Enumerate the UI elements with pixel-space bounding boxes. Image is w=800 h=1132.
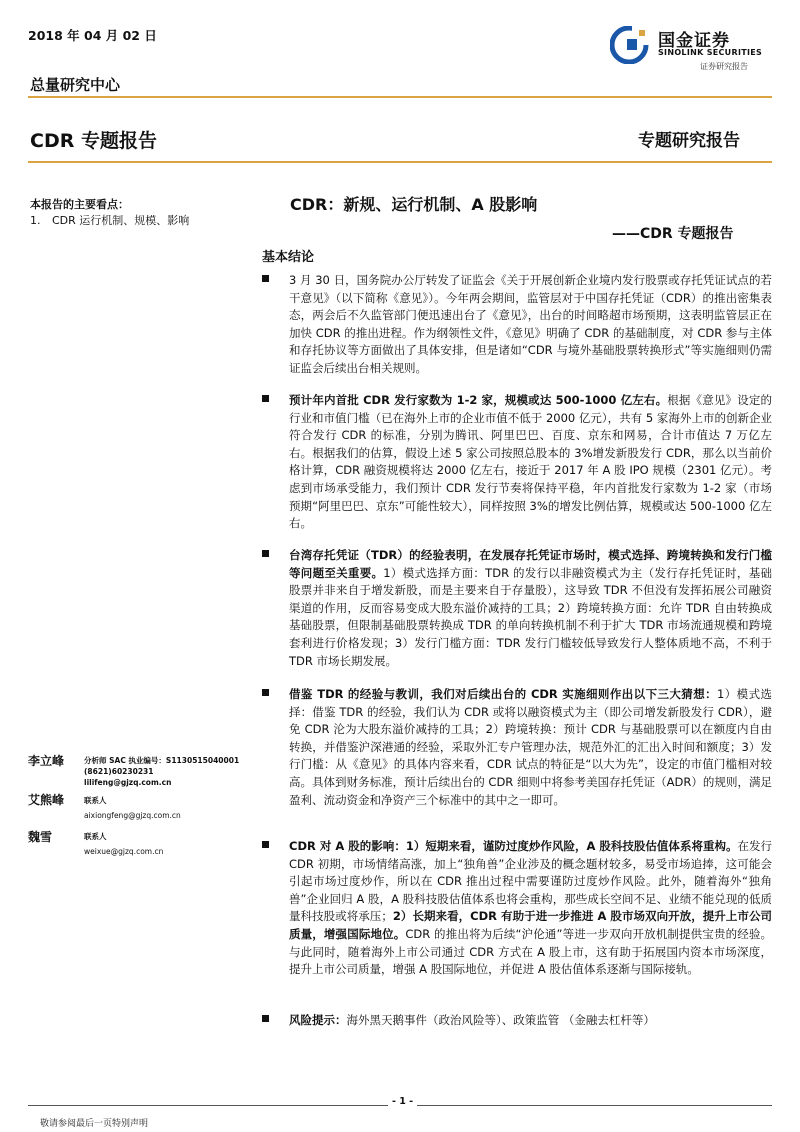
research-center: 总量研究中心 <box>30 76 121 94</box>
paragraph-text-2: CDR 的推出将为后续“沪伦通”等进一步双向开放机制提供宝贵的经验。与此同时，随着海外上市公司通过 CDR 方式在 A 股上市，这有助于拓展国内资本市场深度，提升上市公司质量，增强 A 股国际地位，并促进 A 股估值体系逐渐与国际接轨。 <box>289 926 772 977</box>
paragraph-text: 1）模式选择：借鉴 TDR 的经验，我们认为 CDR 或将以融资模式为主（即公司增发新股发行 CDR），避免 CDR 沦为大股东溢价减持的工具；2）跨境转换：预计 CDR 与基础股票可以在额度内自由转换，并借鉴沪深港通的经验，采取外汇专户管理办法，规范外汇的汇出入时间和额度；3）发行门槛：从《意见》的具体内容来看，CDR 试点的特征是“以大为先”，设定的市值门槛相对较高。具体到财务标准，预计后续出台的 CDR 细则中将参考美国存托凭证（ADR）的规则，满足盈利、流动资金和净资产三个标准中的其中之一即可。 <box>289 687 772 807</box>
paragraph-lead: 借鉴 TDR 的经验与教训，我们对后续出台的 CDR 实施细则作出以下三大猜想： <box>289 687 718 701</box>
sidebar-item <box>30 212 208 230</box>
conclusion-paragraph <box>262 838 772 979</box>
page-number: - 1 - <box>388 1096 417 1107</box>
risk-label: 风险提示： <box>289 1013 347 1027</box>
header-rule-top <box>28 96 772 98</box>
analyst-name: 李立峰 <box>28 754 65 768</box>
logo-name-cn: 国金证券 <box>658 31 730 51</box>
main-title: CDR：新规、运行机制、A 股影响 <box>290 195 538 214</box>
square-bullet-icon <box>262 395 269 402</box>
paragraph-lead-2: 2）长期来看，CDR 有助于进一步推进 A 股市场双向开放，提升上市公司质量，增强国际地位。 <box>289 909 772 941</box>
analyst-sac-id: 分析师 SAC 执业编号：S1130515040001 <box>84 756 240 765</box>
contact-role: 联系人 <box>84 796 107 805</box>
main-subtitle: ——CDR 专题报告 <box>612 226 734 242</box>
conclusion-paragraph <box>262 272 772 378</box>
disclaimer-note: 敬请参阅最后一页特别声明 <box>40 1119 149 1129</box>
sidebar-item-number: 1. <box>30 214 41 227</box>
paragraph-lead: 预计年内首批 CDR 发行家数为 1-2 家，规模或达 500-1000 亿左右。 <box>289 393 668 407</box>
square-bullet-icon <box>262 1015 269 1022</box>
logo-name-en: SINOLINK SECURITIES <box>658 48 763 57</box>
report-series: CDR 专题报告 <box>30 130 157 152</box>
section-heading: 基本结论 <box>262 250 315 265</box>
analyst-phone: (8621)60230231 <box>84 767 154 776</box>
conclusion-paragraph <box>262 547 772 670</box>
report-type: 专题研究报告 <box>638 131 740 151</box>
square-bullet-icon <box>262 841 269 848</box>
square-bullet-icon <box>262 275 269 282</box>
analyst-contact <box>84 795 181 821</box>
analyst-email[interactable]: aixiongfeng@gjzq.com.cn <box>84 811 181 820</box>
analyst-contact <box>84 755 239 788</box>
paragraph-lead: CDR 对 A 股的影响：1）短期来看，谨防过度炒作风险，A 股科技股估值体系将重构。 <box>289 839 738 853</box>
header-rule-bottom <box>28 161 772 163</box>
conclusion-paragraph <box>262 392 772 533</box>
logo-subtitle: 证券研究报告 <box>700 62 748 71</box>
sinolink-logo-icon <box>610 26 654 64</box>
conclusion-paragraph <box>262 686 772 809</box>
risk-text: 海外黑天鹅事件（政治风险等）、政策监管 （金融去杠杆等） <box>346 1013 655 1027</box>
paragraph-lead: 台湾存托凭证（TDR）的经验表明，在发展存托凭证市场时，模式选择、跨境转换和发行门槛等问题至关重要。 <box>289 548 772 580</box>
sidebar-heading: 本报告的主要看点： <box>30 198 129 211</box>
analyst-contact <box>84 831 163 857</box>
analyst-email[interactable]: weixue@gjzq.com.cn <box>84 847 164 856</box>
sidebar-item-text: CDR 运行机制、规模、影响 <box>52 214 190 227</box>
square-bullet-icon <box>262 689 269 696</box>
analyst-email[interactable]: lilifeng@gjzq.com.cn <box>84 778 172 787</box>
paragraph-text: 3 月 30 日，国务院办公厅转发了证监会《关于开展创新企业境内发行股票或存托凭证试点的若干意见》（以下简称《意见》）。今年两会期间，监管层对于中国存托凭证（CDR）的推出密集表态，两会后不久监管部门便迅速出台了《意见》，出台的时间略超市场预期，这表明监管层正在加快 CDR 的推出进程。作为纲领性文件，《意见》明确了 CDR 的基础制度，对 CDR 参与主体和存托协议等方面做出了具体安排，但是诸如“CDR 与境外基础股票转换形式”等实施细则仍需证监会后续出台相关规则。 <box>289 273 772 375</box>
analyst-name: 魏雪 <box>28 830 53 844</box>
analyst-name: 艾熊峰 <box>28 793 65 807</box>
square-bullet-icon <box>262 550 269 557</box>
paragraph-text: 根据《意见》设定的行业和市值门槛（已在海外上市的企业市值不低于 2000 亿元），共有 5 家海外上市的创新企业符合发行 CDR 的标准，分别为腾讯、阿里巴巴、百度、京东和网易，合计市值达 7 万亿左右。根据我们的估算，假设上述 5 家公司按照总股本的 3%增发新股发行 CDR，那么以当前价格计算，CDR 融资规模将达 2000 亿左右，接近于 2017 年 A 股 IPO 规模（2301 亿元）。考虑到市场承受能力，我们预计 CDR 发行节奏将保持平稳，年内首批发行家数为 1-2 家（市场预期“阿里巴巴、京东”可能性较大），同样按照 3%的增发比例估算，规模或达 500-1000 亿左右。 <box>289 393 773 531</box>
paragraph-text: 在发行 CDR 初期，市场情绪高涨，加上“独角兽”企业涉及的概念题材较多，易受市场追捧，这可能会引起市场过度炒作，所以在 CDR 推出过程中需要谨防过度炒作风险。此外，随着海外“独角兽”企业回归 A 股，A 股科技股估值体系也将会重构，那些成长空间不足、业绩不能兑现的低质量科技股或将承压； <box>289 839 773 924</box>
risk-warning <box>262 1012 772 1030</box>
report-date: 2018 年 04 月 02 日 <box>28 28 157 43</box>
paragraph-text: 1）模式选择方面：TDR 的发行以非融资模式为主（发行存托凭证时，基础股票并非来自于增发新股，而是主要来自于存量股），这导致 TDR 不但没有发挥拓展公司融资渠道的作用，反而容易变成大股东溢价减持的工具；2）跨境转换方面：允许 TDR 自由转换成基础股票，但限制基础股票转换成 TDR 的单向转换机制不利于扩大 TDR 市场流通规模和跨境套利进行价格发现；3）发行门槛方面：TDR 发行门槛较低导致发行人整体质地不高，不利于 TDR 市场长期发展。 <box>289 565 773 668</box>
contact-role: 联系人 <box>84 832 107 841</box>
